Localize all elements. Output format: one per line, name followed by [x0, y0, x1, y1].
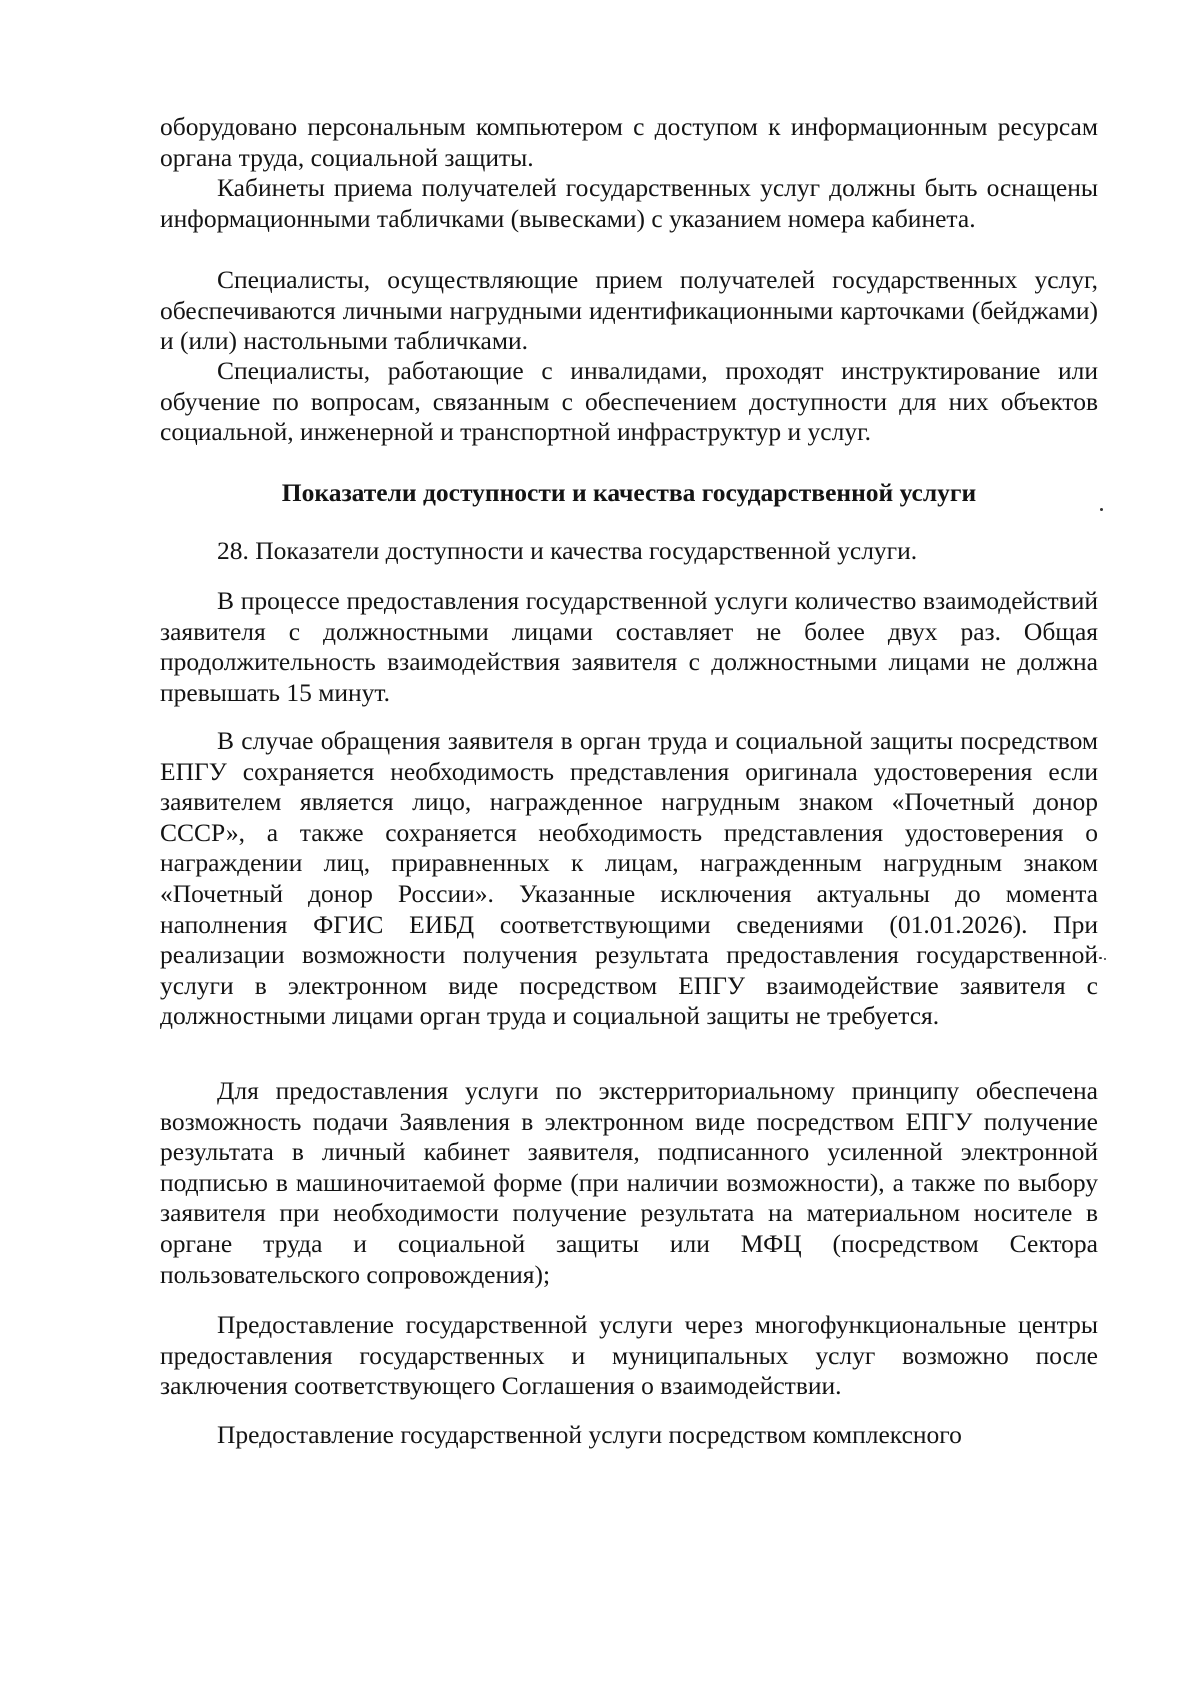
paragraph-interaction-count: В процессе предоставления государственной услуги количество взаимодействий заявителя с должностными лицами составляет не более двух раз. Общая продолжительность взаимодействия заявителя с должностными лицами не должна превышать 15 минут. [160, 586, 1098, 707]
scan-speck [1104, 958, 1106, 960]
paragraph-extraterritorial: Для предоставления услуги по экстерриториальному принципу обеспечена возможность подачи Заявления в электронном виде посредством ЕПГУ получение результата в личный кабинет заявителя, подписанного усиленной электронной подписью в машиночитаемой форме (при наличии возможности), а также по выбору заявителя при необходимости получение результата на материальном носителе в органе труда и социальной защиты или МФЦ (посредством Сектора пользовательского сопровождения); [160, 1076, 1098, 1289]
paragraph-disability-training: Специалисты, работающие с инвалидами, проходят инструктирование или обучение по вопросам, связанным с обеспечением доступности для них объектов социальной, инженерной и транспортной инфраструктур и услуг. [160, 356, 1098, 447]
paragraph-computer-equipment: оборудовано персональным компьютером с доступом к информационным ресурсам органа труда, социальной защиты. [160, 112, 1098, 172]
paragraph-epgu-certificate: В случае обращения заявителя в орган труда и социальной защиты посредством ЕПГУ сохраняется необходимость представления оригинала удостоверения если заявителем является лицо, награжденное нагрудным знаком «Почетный донор СССР», а также сохраняется необходимость представления удостоверения о награждении лиц, приравненных к лицам, награжденным нагрудным знаком «Почетный донор России». Указанные исключения актуальны до момента наполнения ФГИС ЕИБД соответствующими сведениями (01.01.2026). При реализации возможности получения результата предоставления государственной услуги в электронном виде посредством ЕПГУ взаимодействие заявителя с должностными лицами орган труда и социальной защиты не требуется. [160, 726, 1098, 1031]
scan-speck [1099, 957, 1102, 959]
paragraph-mfc-agreement: Предоставление государственной услуги через многофункциональные центры предоставления государственных и муниципальных услуг возможно после заключения соответствующего Соглашения о взаимодействии. [160, 1310, 1098, 1401]
paragraph-complex-request: Предоставление государственной услуги посредством комплексного [217, 1420, 962, 1449]
paragraph-specialist-badges: Специалисты, осуществляющие прием получателей государственных услуг, обеспечиваются личными нагрудными идентификационными карточками (бейджами) и (или) настольными табличками. [160, 265, 1098, 356]
scan-speck [1100, 508, 1103, 511]
section-heading: Показатели доступности и качества государственной услуги [281, 478, 977, 507]
paragraph-item-28: 28. Показатели доступности и качества государственной услуги. [217, 536, 918, 565]
paragraph-office-signs: Кабинеты приема получателей государственных услуг должны быть оснащены информационными табличками (вывесками) с указанием номера кабинета. [160, 173, 1098, 233]
